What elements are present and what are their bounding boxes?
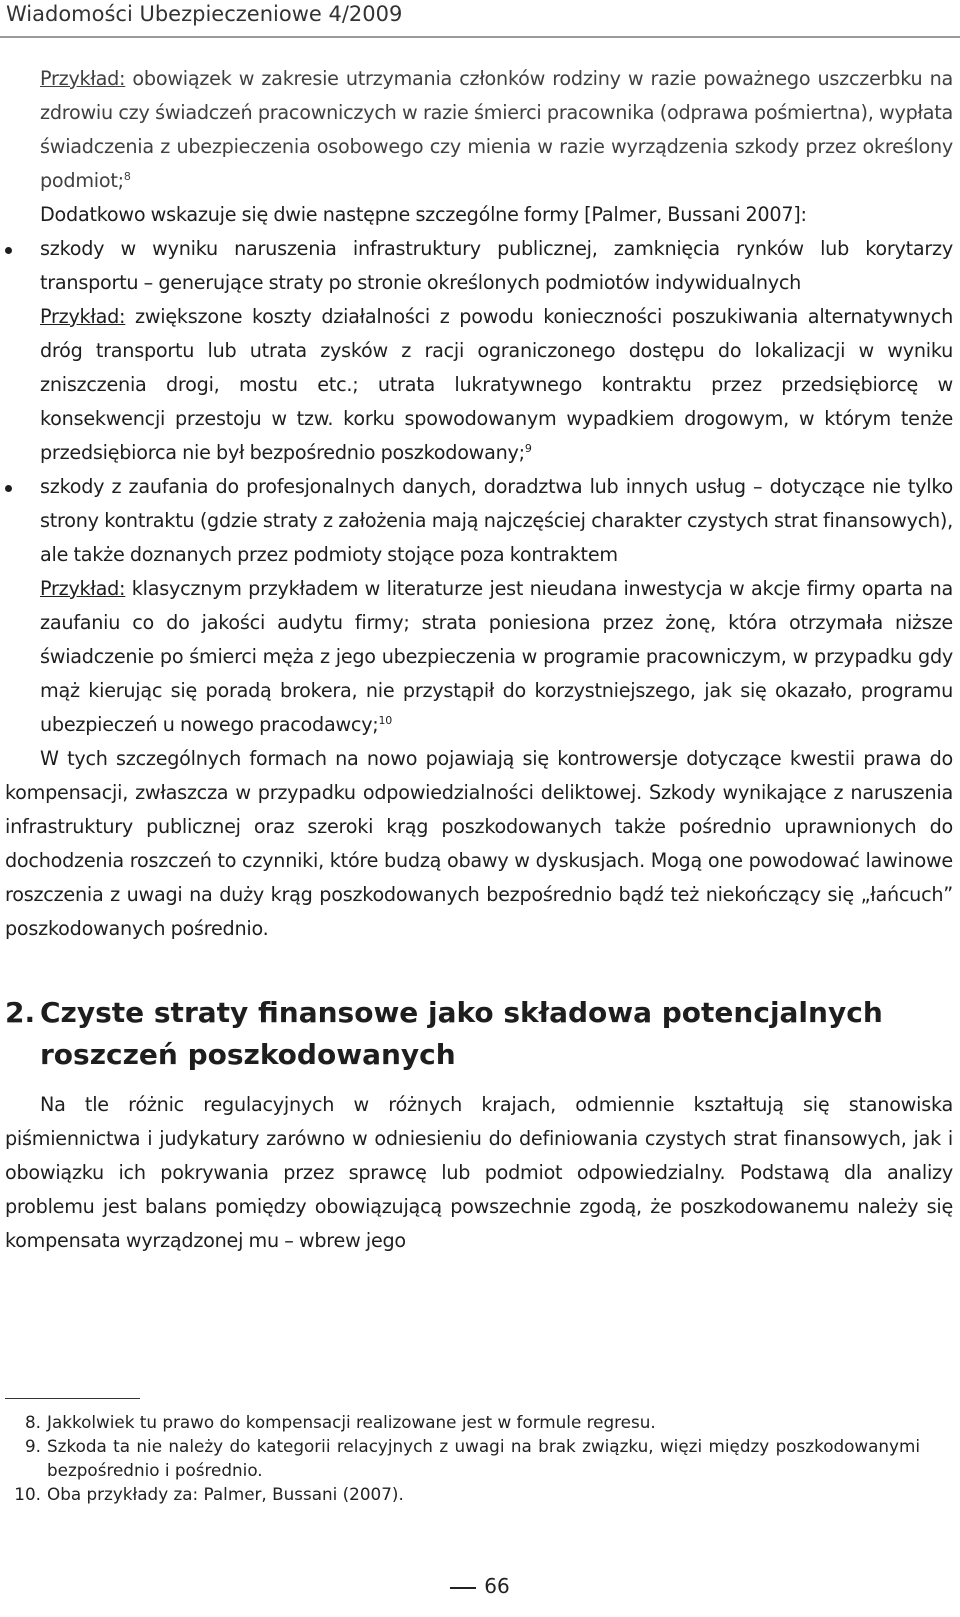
footnote-number: 10.: [14, 1484, 41, 1504]
example-label: Przykład:: [40, 67, 126, 90]
bullet-item-infrastructure: [5, 232, 953, 300]
footnote-8: [5, 1410, 920, 1434]
page-number-value: 66: [484, 1574, 510, 1598]
example-label: Przykład:: [40, 577, 126, 600]
footnote-divider: [5, 1398, 140, 1399]
page-body: [5, 62, 953, 1258]
header-divider: [0, 36, 960, 38]
footnote-ref[interactable]: 10: [378, 714, 393, 727]
bullet-item-trust: [5, 470, 953, 572]
footnote-number: 8.: [24, 1412, 41, 1432]
section-heading: [5, 992, 953, 1076]
section-number: 2.: [5, 996, 36, 1029]
bullet-text: szkody z zaufania do profesjonalnych danych, doradztwa lub innych usług – dotyczące nie tylko strony kontraktu (gdzie straty z założenia mają najczęściej charakter czystych strat finansowych), ale także doznanych przez podmioty stojące poza kontraktem: [40, 475, 953, 566]
footnote-text: Oba przykłady za: Palmer, Bussani (2007).: [47, 1484, 404, 1504]
example-label: Przykład:: [40, 305, 126, 328]
body-paragraph-2: Na tle różnic regulacyjnych w różnych krajach, odmiennie kształtują się stanowiska piśmiennictwa i judykatury zarówno w odniesieniu do definiowania czystych strat finansowych, jak i obowiązku ich pokrywania przez sprawcę lub podmiot odpowiedzialny. Podstawą dla analizy problemu jest balans pomiędzy obowiązującą powszechnie zgodą, że poszkodowanemu należy się kompensata wyrządzonej mu – wbrew jego: [5, 1093, 953, 1252]
example-paragraph-3: [5, 572, 953, 742]
footnotes: [5, 1410, 920, 1506]
intro-paragraph: Dodatkowo wskazuje się dwie następne szczególne formy [Palmer, Bussani 2007]:: [40, 203, 807, 226]
example-text: zwiększone koszty działalności z powodu konieczności poszukiwania alternatywnych dróg transportu lub utrata zysków z racji ograniczonego dostępu do lokalizacji w wyniku zniszczenia drogi, mostu etc.; utrata lukratywnego kontraktu przez przedsiębiorcę w konsekwencji przestoju w tzw. korku spowodowanym wypadkiem drogowym, w którym tenże przedsiębiorca nie był bezpośrednio poszkodowany;: [40, 305, 953, 464]
journal-title: Wiadomości Ubezpieczeniowe 4/2009: [6, 2, 403, 26]
footnote-9: [5, 1434, 920, 1482]
bullet-icon: [5, 485, 12, 492]
footnote-text: Jakkolwiek tu prawo do kompensacji realizowane jest w formule regresu.: [47, 1412, 656, 1432]
footnote-ref[interactable]: 8: [123, 170, 131, 183]
running-header: [0, 0, 960, 32]
section-title: Czyste straty finansowe jako składowa potencjalnych roszczeń poszkodowanych: [40, 996, 883, 1071]
example-paragraph-1: [5, 62, 953, 198]
page-number: [0, 1572, 960, 1600]
footnote-number: 9.: [24, 1436, 41, 1456]
footnote-10: [5, 1482, 920, 1506]
bullet-text: szkody w wyniku naruszenia infrastruktury publicznej, zamknięcia rynków lub korytarzy transportu – generujące straty po stronie określonych podmiotów indywidualnych: [40, 237, 953, 294]
body-paragraph-1: W tych szczególnych formach na nowo pojawiają się kontrowersje dotyczące kwestii prawa do kompensacji, zwłaszcza w przypadku odpowiedzialności deliktowej. Szkody wynikające z naruszenia infrastruktury publicznej oraz szeroki krąg poszkodowanych także pośrednio uprawnionych do dochodzenia roszczeń to czynniki, które budzą obawy w dyskusjach. Mogą one powodować lawinowe roszczenia z uwagi na duży krąg poszkodowanych bezpośrednio bądź też niekończący się „łańcuch” poszkodowanych pośrednio.: [5, 747, 953, 940]
footnote-text: Szkoda ta nie należy do kategorii relacyjnych z uwagi na brak związku, więzi między poszkodowanymi bezpośrednio i pośrednio.: [47, 1436, 920, 1480]
example-text: obowiązek w zakresie utrzymania członków rodziny w razie poważnego uszczerbku na zdrowiu czy świadczeń pracowniczych w razie śmierci pracownika (odprawa pośmiertna), wypłata świadczenia z ubezpieczenia osobowego czy mienia w razie wyrządzenia szkody przez określony podmiot;: [40, 67, 953, 192]
example-text: klasycznym przykładem w literaturze jest nieudana inwestycja w akcje firmy oparta na zaufaniu co do jakości audytu firmy; strata poniesiona przez żonę, która otrzymała niższe świadczenie po śmierci męża z jego ubezpieczenia w programie pracowniczym, w przypadku gdy mąż kierując się poradą brokera, nie przystąpił do korzystniejszego, jak się okazało, programu ubezpieczeń u nowego pracodawcy;: [40, 577, 953, 736]
bullet-icon: [5, 247, 12, 254]
footnote-ref[interactable]: 9: [524, 442, 532, 455]
example-paragraph-2: [5, 300, 953, 470]
page-number-dash: [450, 1587, 476, 1589]
